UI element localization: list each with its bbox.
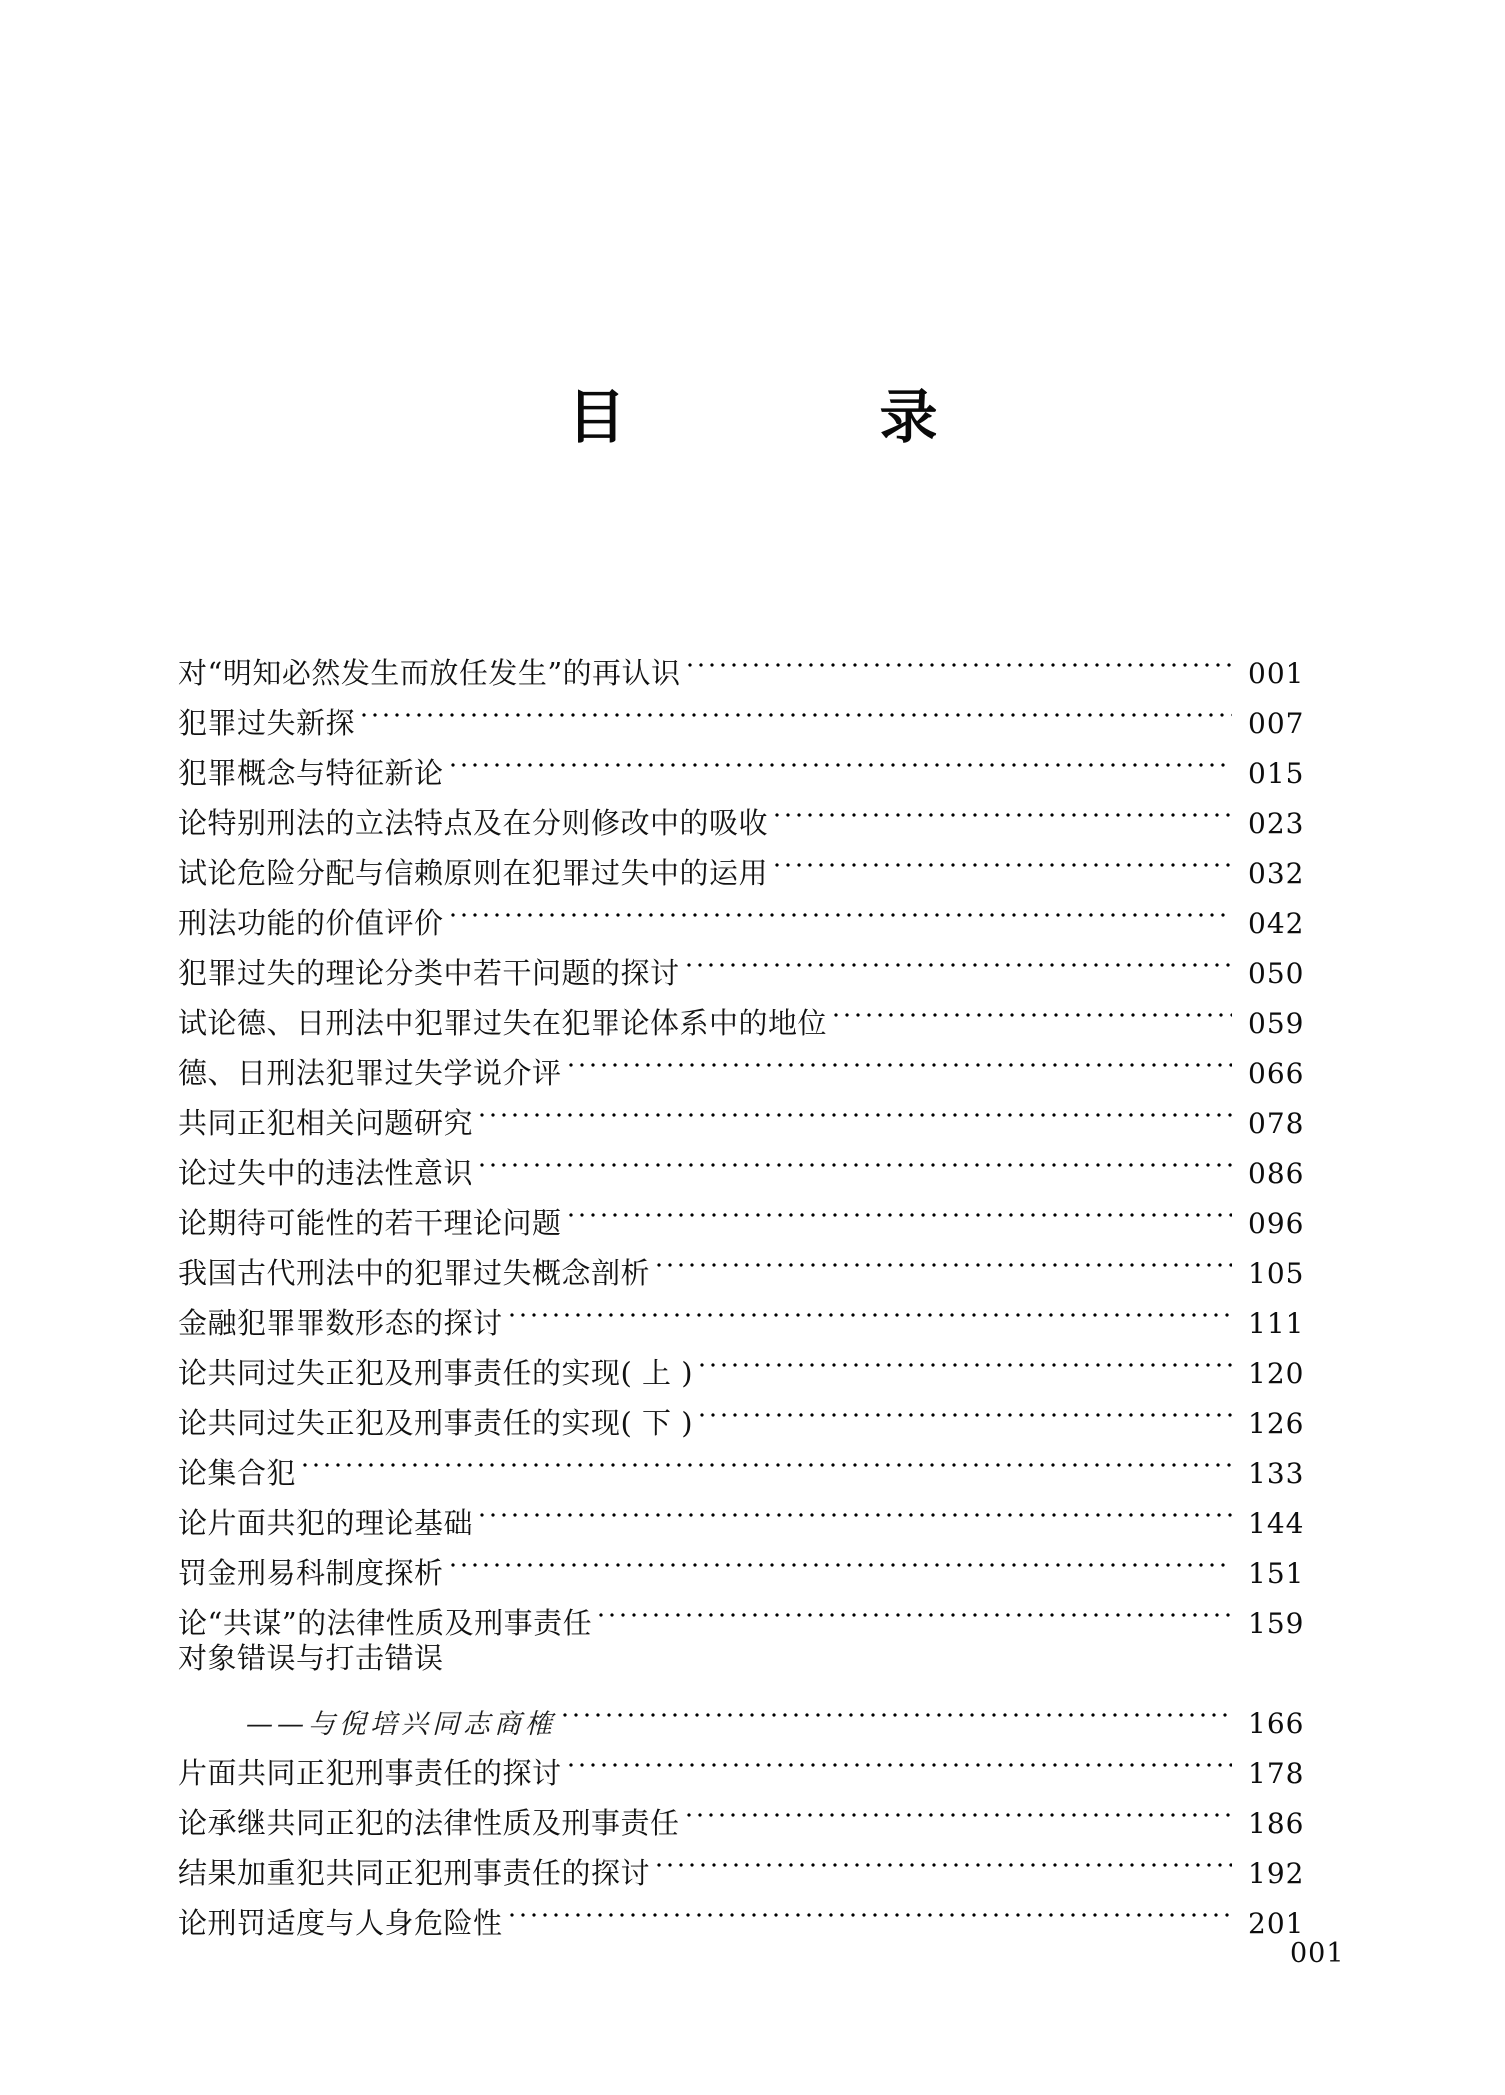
toc-leader-dots [687, 933, 1232, 983]
toc-entry-page-number: 078 [1248, 1107, 1305, 1140]
toc-entry-page-number: 201 [1248, 1907, 1305, 1940]
toc-leader-dots [657, 1833, 1232, 1883]
toc-entry[interactable] [178, 1483, 1320, 1540]
toc-leader-dots [451, 1533, 1232, 1583]
toc-entry-page-number: 023 [1248, 807, 1305, 840]
toc-entry-title: 论刑罚适度与人身危险性 [178, 1906, 503, 1940]
toc-entry[interactable] [178, 1633, 1320, 1683]
toc-entry-title: 对“明知必然发生而放任发生”的再认识 [178, 656, 681, 690]
toc-leader-dots [700, 1383, 1232, 1433]
page-title: 目 录 [567, 383, 984, 451]
toc-entry-title: 论共同过失正犯及刑事责任的实现( 下 ) [178, 1406, 694, 1440]
toc-entry-page-number: 050 [1248, 957, 1305, 990]
toc-entry-title: 论集合犯 [178, 1456, 297, 1490]
toc-entry-title: 论片面共犯的理论基础 [178, 1506, 474, 1540]
toc-entry-title: 犯罪过失新探 [178, 706, 356, 740]
toc-entry-title: ——与倪培兴同志商榷 [246, 1709, 556, 1740]
toc-entry-title: 我国古代刑法中的犯罪过失概念剖析 [178, 1256, 651, 1290]
table-of-contents-list [178, 633, 1320, 1940]
toc-entry-page-number: 144 [1248, 1507, 1305, 1540]
toc-entry-page-number: 059 [1248, 1007, 1305, 1040]
toc-entry-title: 片面共同正犯刑事责任的探讨 [178, 1756, 562, 1790]
toc-entry-title: 犯罪概念与特征新论 [178, 756, 444, 790]
toc-entry-page-number: 178 [1248, 1757, 1305, 1790]
toc-entry-page-number: 007 [1248, 707, 1305, 740]
toc-entry-title: 试论德、日刑法中犯罪过失在犯罪论体系中的地位 [178, 1006, 828, 1040]
toc-entry-page-number: 133 [1248, 1457, 1305, 1490]
toc-entry-title: 论共同过失正犯及刑事责任的实现( 上 ) [178, 1356, 694, 1390]
toc-entry-title: 对象错误与打击错误 [178, 1641, 444, 1675]
toc-entry-title: 论期待可能性的若干理论问题 [178, 1206, 562, 1240]
toc-entry-title: 刑法功能的价值评价 [178, 906, 444, 940]
toc-entry-page-number: 001 [1248, 657, 1305, 690]
toc-leader-dots [569, 1183, 1232, 1233]
toc-entry-title: 犯罪过失的理论分类中若干问题的探讨 [178, 956, 680, 990]
toc-leader-dots [480, 1133, 1232, 1183]
toc-leader-dots [510, 1283, 1232, 1333]
toc-leader-dots [834, 983, 1232, 1033]
toc-entry-page-number: 015 [1248, 757, 1305, 790]
toc-entry-title: 罚金刑易科制度探析 [178, 1556, 444, 1590]
toc-entry-title: 论特别刑法的立法特点及在分则修改中的吸收 [178, 806, 769, 840]
toc-entry-page-number: 151 [1248, 1557, 1305, 1590]
page-folio-number: 001 [1290, 1938, 1345, 1969]
toc-leader-dots [657, 1233, 1232, 1283]
toc-leader-dots [687, 1783, 1232, 1833]
toc-entry[interactable] [178, 1433, 1320, 1490]
toc-entry-title: 结果加重犯共同正犯刑事责任的探讨 [178, 1856, 651, 1890]
toc-entry-title: 金融犯罪罪数形态的探讨 [178, 1306, 503, 1340]
toc-entry-page-number: 186 [1248, 1807, 1305, 1840]
toc-entry-page-number: 159 [1248, 1607, 1305, 1640]
toc-entry-title: 论“共谋”的法律性质及刑事责任 [178, 1606, 593, 1640]
toc-leader-dots [451, 733, 1232, 783]
toc-entry-page-number: 111 [1248, 1307, 1305, 1340]
toc-leader-dots [688, 633, 1232, 683]
toc-entry-page-number: 105 [1248, 1257, 1305, 1290]
toc-entry-page-number: 192 [1248, 1857, 1305, 1890]
toc-entry-title: 德、日刑法犯罪过失学说介评 [178, 1056, 562, 1090]
toc-leader-dots [451, 883, 1232, 933]
toc-leader-dots [775, 783, 1232, 833]
toc-entry-title: 共同正犯相关问题研究 [178, 1106, 474, 1140]
toc-leader-dots [775, 833, 1232, 883]
toc-entry-title: 论承继共同正犯的法律性质及刑事责任 [178, 1806, 680, 1840]
toc-entry-page-number: 096 [1248, 1207, 1305, 1240]
toc-entry-title: 试论危险分配与信赖原则在犯罪过失中的运用 [178, 856, 769, 890]
toc-leader-dots [563, 1683, 1232, 1733]
toc-entry-page-number: 126 [1248, 1407, 1305, 1440]
toc-leader-dots [569, 1033, 1232, 1083]
toc-entry-page-number: 086 [1248, 1157, 1305, 1190]
toc-leader-dots [510, 1883, 1232, 1933]
toc-entry-page-number: 066 [1248, 1057, 1305, 1090]
toc-entry-page-number: 032 [1248, 857, 1305, 890]
toc-leader-dots [303, 1433, 1232, 1483]
toc-entry-title: 论过失中的违法性意识 [178, 1156, 474, 1190]
toc-leader-dots [599, 1583, 1232, 1633]
toc-leader-dots [569, 1733, 1232, 1783]
toc-leader-dots [480, 1083, 1232, 1133]
toc-entry-page-number: 120 [1248, 1357, 1305, 1390]
toc-entry[interactable] [178, 1683, 1320, 1740]
toc-entry-page-number: 042 [1248, 907, 1305, 940]
toc-entry[interactable] [178, 633, 1320, 690]
toc-entry-page-number: 166 [1248, 1707, 1305, 1740]
toc-leader-dots [480, 1483, 1232, 1533]
toc-leader-dots [700, 1333, 1232, 1383]
toc-leader-dots [362, 683, 1232, 733]
